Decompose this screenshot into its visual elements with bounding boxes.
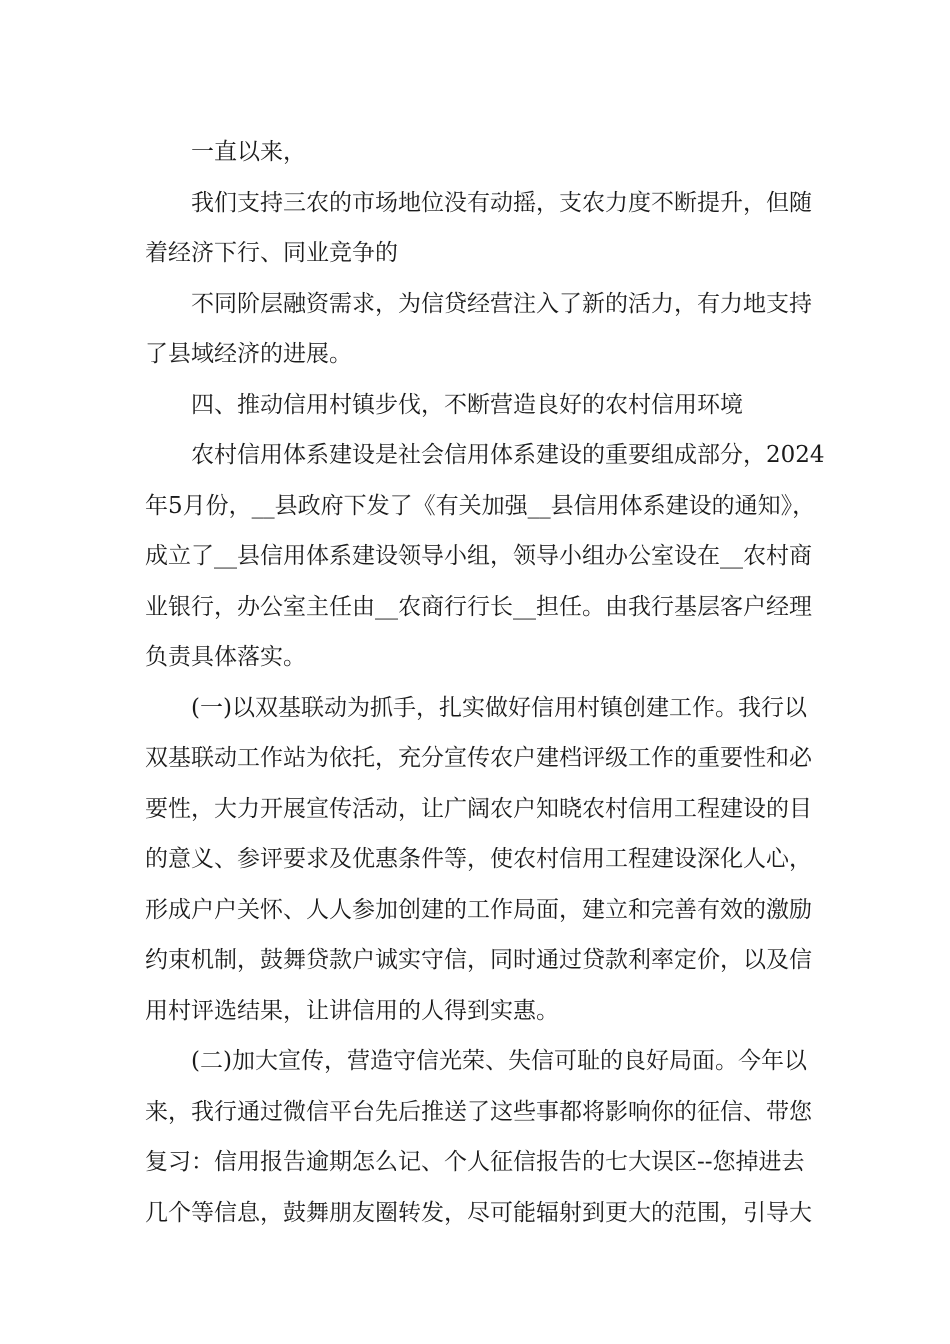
- paragraph-credit-system: [145, 430, 825, 683]
- text-line: 复习：信用报告逾期怎么记、个人征信报告的七大误区--您掉进去: [145, 1149, 805, 1175]
- text-line: 用村评选结果，让讲信用的人得到实惠。: [145, 997, 559, 1024]
- text-line: 成立了__县信用体系建设领导小组，领导小组办公室设在__农村商: [145, 543, 812, 569]
- section-heading-four: [145, 380, 825, 431]
- text-line: 来，我行通过微信平台先后推送了这些事都将影响你的征信、带您: [145, 1098, 812, 1125]
- text-line: 约束机制，鼓舞贷款户诚实守信，同时通过贷款利率定价，以及信: [145, 947, 812, 973]
- text-line: 的意义、参评要求及优惠条件等，使农村信用工程建设深化人心，: [145, 846, 812, 872]
- text-line: (二)加大宣传，营造守信光荣、失信可耻的良好局面。今年以: [191, 1048, 807, 1074]
- text-line: 了县域经济的进展。: [145, 341, 352, 367]
- text-line: 形成户户关怀、人人参加创建的工作局面，建立和完善有效的激励: [145, 896, 812, 923]
- paragraph-support: [145, 178, 825, 279]
- text-line: 不同阶层融资需求，为信贷经营注入了新的活力，有力地支持: [191, 290, 812, 317]
- paragraph-item-one: [145, 683, 825, 1037]
- paragraph-intro: [145, 127, 825, 178]
- text-line: 一直以来，: [191, 139, 306, 165]
- text-line: 年5月份，__县政府下发了《有关加强__县信用体系建设的通知》，: [145, 492, 816, 519]
- text-line: 业银行，办公室主任由__农商行行长__担任。由我行基层客户经理: [145, 593, 812, 620]
- text-line: 负责具体落实。: [145, 644, 306, 670]
- text-line: 几个等信息，鼓舞朋友圈转发，尽可能辐射到更大的范围，引导大: [145, 1199, 812, 1226]
- text-line: 要性，大力开展宣传活动，让广阔农户知晓农村信用工程建设的目: [145, 795, 812, 822]
- text-line: (一)以双基联动为抓手，扎实做好信用村镇创建工作。我行以: [191, 694, 807, 721]
- text-line: 着经济下行、同业竞争的: [145, 240, 398, 266]
- text-line: 双基联动工作站为依托，充分宣传农户建档评级工作的重要性和必: [145, 745, 812, 771]
- text-line: 我们支持三农的市场地位没有动摇，支农力度不断提升，但随: [191, 189, 812, 216]
- document-body: [145, 127, 825, 1238]
- text-line: 农村信用体系建设是社会信用体系建设的重要组成部分，2024: [191, 442, 825, 468]
- paragraph-item-two: [145, 1036, 825, 1238]
- paragraph-financing: [145, 279, 825, 380]
- text-line: 四、推动信用村镇步伐，不断营造良好的农村信用环境: [191, 391, 743, 418]
